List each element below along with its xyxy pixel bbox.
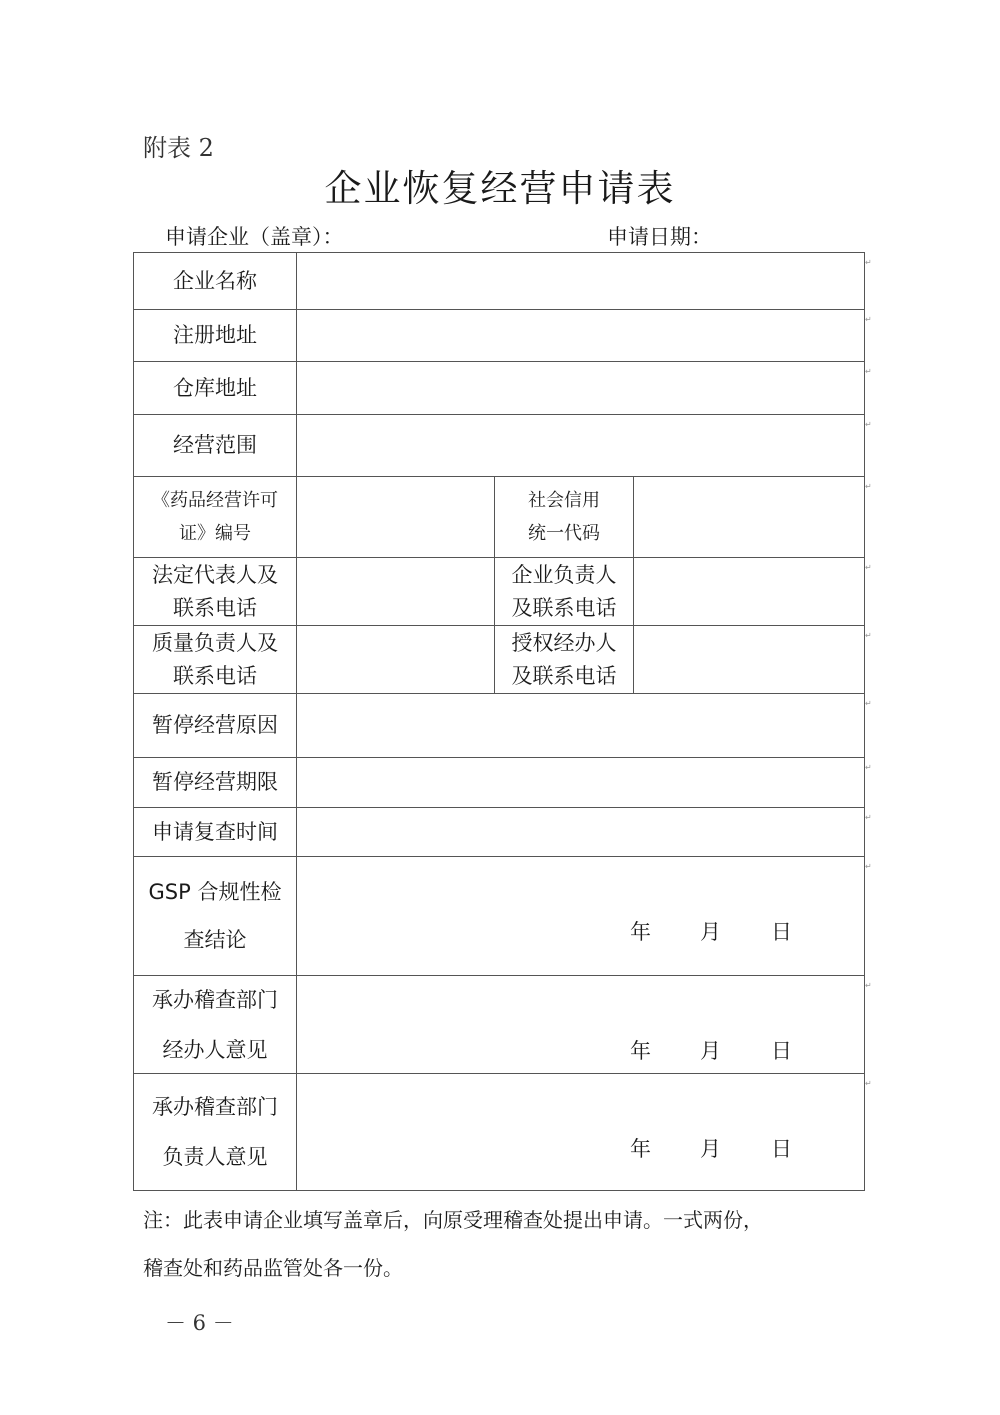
return-mark-icon: ↵ <box>865 482 872 491</box>
return-mark-icon: ↵ <box>865 258 872 267</box>
year-label: 年 <box>630 1137 651 1161</box>
label-line: 企业负责人 <box>511 562 617 587</box>
label-suspension-period: 暂停经营期限 <box>152 770 278 794</box>
social-credit-code-field[interactable] <box>634 477 864 557</box>
year-label: 年 <box>630 920 651 944</box>
return-mark-icon: ↵ <box>865 315 872 324</box>
label-authorized-agent <box>495 626 633 693</box>
month-label: 月 <box>700 1039 721 1063</box>
label-line: 质量负责人及 <box>152 630 278 655</box>
label-line: GSP 合规性检 <box>148 880 282 904</box>
return-mark-icon: ↵ <box>865 981 872 990</box>
footnote-line-1: 注：此表申请企业填写盖章后，向原受理稽查处提出申请。一式两份， <box>143 1208 763 1232</box>
return-mark-icon: ↵ <box>865 563 872 572</box>
label-line: 联系电话 <box>173 663 257 688</box>
label-line: 《药品经营许可 <box>152 490 278 511</box>
table-border <box>133 1190 864 1191</box>
label-line: 证》编号 <box>179 523 251 544</box>
label-review-time: 申请复查时间 <box>152 819 278 844</box>
day-label: 日 <box>771 920 792 944</box>
label-registered-address: 注册地址 <box>173 323 257 347</box>
month-label: 月 <box>700 920 721 944</box>
registered-address-field[interactable] <box>297 310 864 361</box>
attachment-label: 附表 2 <box>143 134 214 162</box>
year-label: 年 <box>630 1039 651 1063</box>
warehouse-address-field[interactable] <box>297 362 864 414</box>
suspension-reason-field[interactable] <box>297 694 864 757</box>
authorized-agent-field[interactable] <box>634 626 864 693</box>
day-label: 日 <box>771 1137 792 1161</box>
return-mark-icon: ↵ <box>865 862 872 871</box>
drug-license-number-field[interactable] <box>297 477 494 557</box>
return-mark-icon: ↵ <box>865 813 872 822</box>
page-title: 企业恢复经营申请表 <box>324 167 676 210</box>
label-company-name: 企业名称 <box>173 268 257 293</box>
day-label: 日 <box>771 1039 792 1063</box>
quality-head-field[interactable] <box>297 626 494 693</box>
label-quality-head <box>134 626 296 693</box>
label-line: 及联系电话 <box>511 595 617 620</box>
label-line: 统一代码 <box>528 523 600 544</box>
month-label: 月 <box>700 1137 721 1161</box>
applicant-label: 申请企业（盖章）： <box>165 225 344 249</box>
label-line: 经办人意见 <box>162 1037 268 1062</box>
table-border <box>864 252 865 1191</box>
return-mark-icon: ↵ <box>865 631 872 640</box>
company-name-field[interactable] <box>297 253 864 309</box>
footnote-line-2: 稽查处和药品监管处各一份。 <box>143 1256 403 1280</box>
label-head-opinion <box>134 1074 296 1190</box>
return-mark-icon: ↵ <box>865 1079 872 1088</box>
enterprise-head-field[interactable] <box>634 558 864 625</box>
label-line: 法定代表人及 <box>152 562 278 587</box>
head-opinion-field[interactable] <box>297 1074 864 1190</box>
label-warehouse-address: 仓库地址 <box>173 375 257 400</box>
legal-representative-field[interactable] <box>297 558 494 625</box>
suspension-period-field[interactable] <box>297 758 864 807</box>
business-scope-field[interactable] <box>297 415 864 476</box>
label-line: 联系电话 <box>173 595 257 620</box>
return-mark-icon: ↵ <box>865 763 872 772</box>
label-line: 负责人意见 <box>162 1145 268 1169</box>
label-suspension-reason: 暂停经营原因 <box>152 713 278 737</box>
label-legal-representative <box>134 558 296 625</box>
label-drug-license-number <box>134 477 296 557</box>
return-mark-icon: ↵ <box>865 699 872 708</box>
page-number: － 6 － <box>165 1311 234 1335</box>
label-line: 及联系电话 <box>511 663 617 688</box>
label-gsp-conclusion <box>134 857 296 975</box>
label-line: 承办稽查部门 <box>152 987 278 1012</box>
label-line: 承办稽查部门 <box>152 1095 278 1119</box>
review-time-field[interactable] <box>297 808 864 856</box>
label-enterprise-head <box>495 558 633 625</box>
application-date-label: 申请日期： <box>607 225 712 249</box>
label-line: 社会信用 <box>528 490 600 511</box>
label-business-scope: 经营范围 <box>173 433 257 457</box>
return-mark-icon: ↵ <box>865 367 872 376</box>
label-line: 查结论 <box>183 928 247 952</box>
label-handler-opinion <box>134 976 296 1073</box>
return-mark-icon: ↵ <box>865 420 872 429</box>
label-social-credit-code <box>495 477 633 557</box>
label-line: 授权经办人 <box>511 630 617 655</box>
